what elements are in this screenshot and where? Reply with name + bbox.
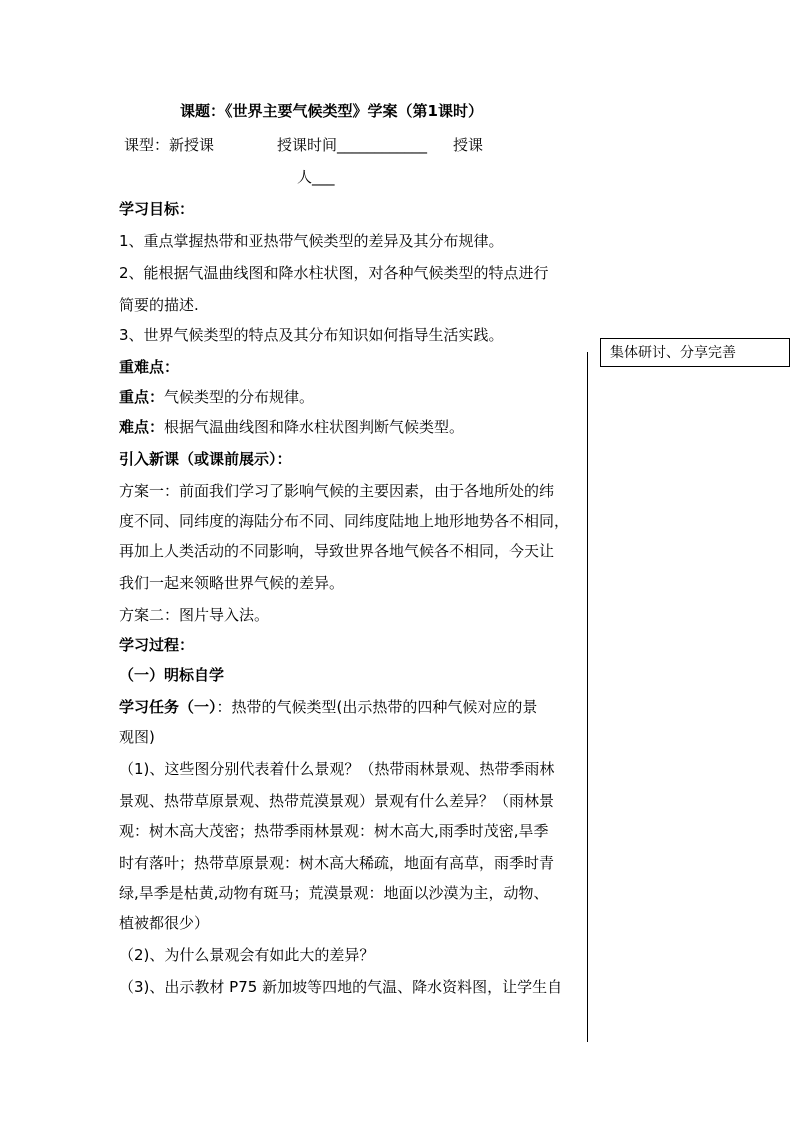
line-plan-1: 方案一：前面我们学习了影响气候的主要因素，由于各地所处的纬 [119,482,555,500]
line-q2: （2)、为什么景观会有如此大的差异？ [119,946,375,964]
line-task-1 [119,696,537,717]
line-key-difficult-heading: 重难点： [119,358,180,376]
line-objective-2-cont: 简要的描述. [119,296,199,314]
line-plan-1-cont-3: 我们一起来领略世界气候的差异。 [119,574,345,592]
side-note-box: 集体研讨、分享完善 [600,338,790,367]
key-point-prefix: 重点： [119,388,165,406]
teach-time-blank: ____________ [337,136,428,154]
line-difficult-point [119,416,464,437]
line-objective-3: 3、世界气候类型的特点及其分布知识如何指导生活实践。 [119,326,504,344]
task-1-prefix: 学习任务（一） [119,698,217,716]
line-intro-heading: 引入新课（或课前展示）： [119,450,292,468]
line-plan-1-cont-1: 度不同、同纬度的海陆分布不同、同纬度陆地上地形地势各不相同， [119,512,570,530]
margin-divider [587,352,588,1042]
line-task-1-cont: 观图) [119,728,155,746]
line-q3: （3)、出示教材 P75 新加坡等四地的气温、降水资料图，让学生自 [119,978,563,996]
line-plan-2: 方案二：图片导入法。 [119,606,270,624]
task-1-text: ：热带的气候类型(出示热带的四种气候对应的景 [216,698,538,716]
difficult-point-prefix: 难点： [119,418,165,436]
teach-time-text: 授课时间 [277,136,338,154]
lesson-type: 课型：新授课 [124,136,215,154]
teacher-label-text: 人 [297,168,313,186]
key-point-text: 气候类型的分布规律。 [164,388,315,406]
line-q1-cont-3: 时有落叶；热带草原景观：树木高大稀疏，地面有高草，雨季时青 [119,854,555,872]
line-q1-cont-5: 植被都很少） [119,914,210,932]
line-q1: （1)、这些图分别代表着什么景观？（热带雨林景观、热带季雨林 [119,760,555,778]
line-section-1: （一）明标自学 [119,666,225,684]
line-key-point [119,386,314,407]
line-q1-cont-2: 观：树木高大茂密；热带季雨林景观：树木高大,雨季时茂密,旱季 [119,822,549,840]
page-title: 课题：《世界主要气候类型》学案（第1课时） [180,102,483,120]
teacher-label: 授课 [453,136,484,154]
teach-time-label [277,134,427,155]
difficult-point-text: 根据气温曲线图和降水柱状图判断气候类型。 [164,418,465,436]
line-process-heading: 学习过程： [119,636,195,654]
teacher-label-cont [297,166,335,187]
line-objective-2: 2、能根据气温曲线图和降水柱状图，对各种气候类型的特点进行 [119,264,549,282]
line-objective-1: 1、重点掌握热带和亚热带气候类型的差异及其分布规律。 [119,232,504,250]
line-objectives-heading: 学习目标： [119,200,195,218]
line-plan-1-cont-2: 再加上人类活动的不同影响，导致世界各地气候各不相同，今天让 [119,542,555,560]
teacher-blank: ___ [312,168,335,186]
line-q1-cont-1: 景观、热带草原景观、热带荒漠景观）景观有什么差异？（雨林景 [119,792,555,810]
line-q1-cont-4: 绿,旱季是枯黄,动物有斑马；荒漠景观：地面以沙漠为主，动物、 [119,884,549,902]
